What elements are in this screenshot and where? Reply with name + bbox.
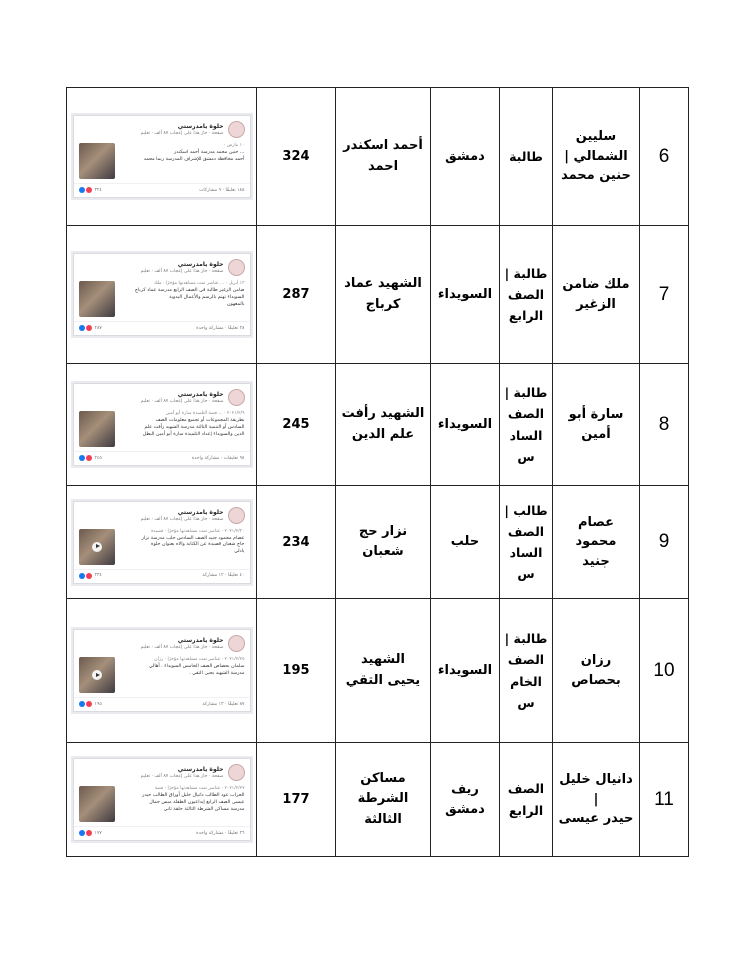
- post-comment-share-count: ٤٠ تعليقًا · ١٢ مشاركة: [202, 573, 245, 578]
- reaction-count-cell: [257, 364, 336, 486]
- student-name-cell: [553, 486, 640, 599]
- reactions: [79, 701, 102, 707]
- table-row: [67, 599, 689, 743]
- student-name-cell: [553, 364, 640, 486]
- page-name: حلوة يامدرستي: [177, 637, 224, 644]
- love-icon: [86, 701, 92, 707]
- post-photo: [79, 411, 115, 447]
- grade-cell: [500, 364, 553, 486]
- post-photo: [79, 657, 115, 693]
- post-text-line: يادلي: [234, 549, 245, 555]
- city-cell: [431, 364, 500, 486]
- play-icon: [92, 542, 102, 552]
- page-avatar: [228, 259, 245, 276]
- student-name-text: سارة أبو أمين: [568, 407, 624, 442]
- page-subtitle: صفحة · حاز هذا على إعجاب ٨٧ ألف · تعليم: [140, 131, 224, 136]
- rank-number-cell: [640, 743, 689, 857]
- post-comment-share-count: ٨٧ تعليقًا · ١٣ مشاركة: [202, 701, 245, 707]
- grade-cell: [500, 743, 553, 857]
- grade-text: طالب | الصف الساد س: [504, 502, 548, 582]
- grade-text: طالبة | الصف الخام س: [504, 631, 548, 710]
- post-text-line: بطريقة المجموعات أو تجميع معلومات الصف: [155, 418, 245, 423]
- like-icon: [79, 701, 85, 707]
- city-text: حلب: [450, 534, 480, 550]
- post-photo: [79, 281, 115, 317]
- reactions: [79, 455, 102, 461]
- post-date: ٢٠٢١/٢/٩ · ... قصة التلميذة سارة أبو أمين: [165, 411, 245, 416]
- facebook-post-card: [73, 253, 251, 336]
- school-text: نزار حج شعبان: [358, 523, 408, 559]
- post-screenshot-cell: [67, 88, 257, 226]
- post-comment-share-count: ٢٨ تعليقًا · مشاركة واحدة: [196, 325, 245, 331]
- post-date: ٢٠٢١/٢/٢٧ · عناصر تمت مشاهدتها مؤخرًا · قصة: [154, 786, 245, 791]
- post-text-line: مدرسة الشهيد يحيى التقي .: [189, 670, 245, 676]
- grade-cell: [500, 486, 553, 599]
- student-name-cell: [553, 88, 640, 226]
- post-text-line: ... حنين محمد مدرسة أحمد اسكندر: [173, 150, 245, 155]
- page-subtitle: صفحة · حاز هذا على إعجاب ٨٧ ألف · تعليم: [140, 516, 224, 522]
- post-text-line: الحراب عود الطالب دانيال خليل أوراق الطالب حيدر: [142, 793, 245, 798]
- city-cell: [431, 743, 500, 857]
- table-row: [67, 364, 689, 486]
- page-subtitle: صفحة · حاز هذا على إعجاب ٨٧ ألف · تعليم: [140, 774, 224, 779]
- facebook-post-card: [73, 115, 251, 198]
- page-subtitle: صفحة · حاز هذا على إعجاب ٨٧ ألف · تعليم: [140, 269, 224, 274]
- post-text-line: عيسى الصف الرابع إبداعيون الطفلة ميس جمال: [149, 799, 245, 805]
- city-text: السويداء: [437, 416, 493, 432]
- table-row: [67, 88, 689, 226]
- ranking-table: [66, 87, 689, 857]
- post-date: ٢٠٢١/٢/٣٠ · عناصر تمت مشاهدتها مؤخرًا · قصيدة: [151, 528, 245, 534]
- rank-number-cell: [640, 486, 689, 599]
- student-name-cell: [553, 599, 640, 743]
- like-icon: [79, 455, 85, 461]
- reaction-count-cell: [257, 599, 336, 743]
- post-text: [119, 418, 245, 439]
- post-screenshot-cell: [67, 599, 257, 743]
- like-icon: [79, 325, 85, 331]
- post-text: [119, 793, 245, 814]
- post-screenshot-cell: [67, 226, 257, 364]
- rank-number-text: 9: [658, 531, 670, 552]
- page-name: حلوة يامدرستي: [177, 766, 224, 773]
- reaction-count-cell: [257, 88, 336, 226]
- rank-number-cell: [640, 226, 689, 364]
- post-text-line: بالمعهون: [226, 301, 245, 307]
- reaction-count: ٢٤٥: [94, 455, 102, 461]
- love-icon: [86, 187, 92, 193]
- student-name-text: سليين الشمالي | حنين محمد: [561, 129, 631, 184]
- table-row: [67, 226, 689, 364]
- city-text: ريف دمشق: [445, 782, 485, 817]
- student-name-text: ملك ضامن الزغير: [562, 277, 630, 312]
- school-cell: [336, 88, 431, 226]
- like-icon: [79, 830, 85, 836]
- page-avatar: [228, 389, 245, 406]
- reaction-count: ١٧٧: [94, 830, 102, 836]
- post-text: [119, 288, 245, 309]
- page-subtitle: صفحة · حاز هذا على إعجاب ٨٧ ألف · تعليم: [140, 399, 224, 404]
- post-text-line: الدين والسويداء إعداد التلميذة سارة أبو أمين البطل: [142, 431, 245, 437]
- post-text-line: سلمان بحصاص الصف الخامس السويداء . أهالي: [148, 664, 245, 669]
- school-cell: [336, 599, 431, 743]
- grade-text: طالبة: [509, 148, 543, 164]
- city-text: السويداء: [437, 286, 493, 302]
- reactions: [79, 325, 102, 331]
- city-cell: [431, 599, 500, 743]
- count-text: 234: [282, 534, 310, 550]
- post-date: ١٣ أبريل · ... عناصر تمت مشاهدتها مؤخرًا · ملك: [153, 281, 245, 286]
- like-icon: [79, 573, 85, 579]
- facebook-post-card: [73, 383, 251, 466]
- post-comment-share-count: ٢٦ تعليقًا · مشاركة واحدة: [196, 830, 245, 836]
- like-icon: [79, 187, 85, 193]
- post-text-line: السويداء تهتم بالرسم والأعمال اليدوية: [169, 294, 245, 300]
- reactions: [79, 187, 102, 193]
- post-text-line: حاج شعبان قصيدة عن الكتابة والاه بعنوان حلوة: [150, 542, 245, 548]
- post-screenshot-cell: [67, 486, 257, 599]
- post-text: [119, 536, 245, 557]
- city-text: السويداء: [437, 662, 493, 678]
- reaction-count: ٣٢٤: [94, 187, 102, 193]
- student-name-text: عصام محمود جنيد: [575, 514, 617, 569]
- page-name: حلوة يامدرستي: [177, 391, 224, 398]
- page-avatar: [228, 121, 245, 138]
- facebook-post-card: [73, 758, 251, 841]
- post-screenshot-cell: [67, 364, 257, 486]
- student-name-text: دانيال خليل | حيدر عيسى: [558, 772, 634, 827]
- student-name-cell: [553, 743, 640, 857]
- page-name: حلوة يامدرستي: [177, 508, 224, 516]
- love-icon: [86, 573, 92, 579]
- reaction-count-cell: [257, 743, 336, 857]
- count-text: 287: [282, 287, 310, 302]
- post-comment-share-count: ٩٥ تعليقات · مشاركة واحدة: [191, 455, 245, 461]
- grade-text: طالبة | الصف الساد س: [504, 385, 548, 464]
- reactions: [79, 573, 102, 579]
- post-screenshot-cell: [67, 743, 257, 857]
- grade-cell: [500, 599, 553, 743]
- city-cell: [431, 486, 500, 599]
- count-text: 245: [282, 417, 310, 432]
- student-name-cell: [553, 226, 640, 364]
- city-text: دمشق: [445, 148, 485, 164]
- school-cell: [336, 364, 431, 486]
- post-text-line: عصام محمود جنيد الصف السادس حلب مدرسة نزار: [141, 535, 245, 541]
- grade-text: الصف الرابع: [507, 781, 545, 818]
- school-cell: [336, 743, 431, 857]
- page-subtitle: صفحة · حاز هذا على إعجاب ٨٧ ألف · تعليم: [140, 645, 224, 650]
- post-text-line: مدرسة مساكن الشرطة الثالثة حلقة ثاني: [163, 806, 245, 812]
- post-photo: [79, 786, 115, 822]
- reaction-count: ٢٨٧: [94, 325, 102, 331]
- table-row: [67, 743, 689, 857]
- facebook-post-card: [73, 629, 251, 712]
- page-name: حلوة يامدرستي: [177, 261, 224, 268]
- post-text-line: ضامن الزغير طالبة في الصف الرابع مدرسة عماد كرباج: [134, 288, 245, 293]
- love-icon: [86, 325, 92, 331]
- rank-number-text: 8: [658, 413, 670, 435]
- rank-number-text: 11: [654, 788, 674, 810]
- school-cell: [336, 486, 431, 599]
- post-text: [119, 664, 245, 678]
- post-date: ٢٠٢١/٢/٢٥ · عناصر تمت مشاهدتها مؤخرًا · رزان: [154, 657, 245, 662]
- facebook-post-card: [73, 501, 251, 584]
- rank-number-cell: [640, 599, 689, 743]
- post-date: ١٠ مارس ·: [223, 143, 245, 148]
- count-text: 324: [282, 149, 310, 164]
- reaction-count-cell: [257, 486, 336, 599]
- post-text-line: أحمد محافظة دمشق للإشراف المدرسة ربما محمد: [143, 156, 245, 162]
- reaction-count-cell: [257, 226, 336, 364]
- school-text: الشهيد يحيى التقي: [345, 652, 421, 688]
- school-text: الشهيد عماد كرباج: [344, 276, 422, 312]
- reaction-count: ١٩٥: [94, 701, 102, 707]
- post-text-line: السادس أو التنمية الثالثة مدرسة الشهيد رأفت علم: [144, 424, 245, 430]
- rank-number-cell: [640, 88, 689, 226]
- city-cell: [431, 226, 500, 364]
- count-text: 195: [282, 663, 310, 678]
- rank-number-text: 7: [658, 283, 670, 305]
- page-avatar: [228, 507, 245, 524]
- count-text: 177: [282, 792, 310, 807]
- post-text: [119, 150, 245, 164]
- page-avatar: [228, 635, 245, 652]
- rank-number-text: 6: [658, 145, 670, 167]
- student-name-text: رزان بحصاص: [571, 653, 621, 688]
- grade-cell: [500, 226, 553, 364]
- post-comment-share-count: ١٨٥ تعليقًا · ٩ مشاركات: [199, 187, 245, 193]
- post-photo: [79, 143, 115, 179]
- post-photo: [79, 529, 115, 565]
- rank-number-cell: [640, 364, 689, 486]
- page-name: حلوة يامدرستي: [177, 123, 224, 130]
- school-text: أحمد اسكندر احمد: [343, 138, 423, 174]
- school-cell: [336, 226, 431, 364]
- school-text: مساكن الشرطة الثالثة: [357, 771, 409, 827]
- rank-number-text: 10: [653, 659, 675, 681]
- reactions: [79, 830, 102, 836]
- reaction-count: ٢٣٤: [94, 573, 102, 578]
- love-icon: [86, 455, 92, 461]
- love-icon: [86, 830, 92, 836]
- play-icon: [92, 670, 102, 680]
- grade-cell: [500, 88, 553, 226]
- city-cell: [431, 88, 500, 226]
- school-text: الشهيد رأفت علم الدين: [341, 406, 425, 442]
- page-avatar: [228, 764, 245, 781]
- table-row: [67, 486, 689, 599]
- grade-text: طالبة | الصف الرابع: [504, 265, 548, 324]
